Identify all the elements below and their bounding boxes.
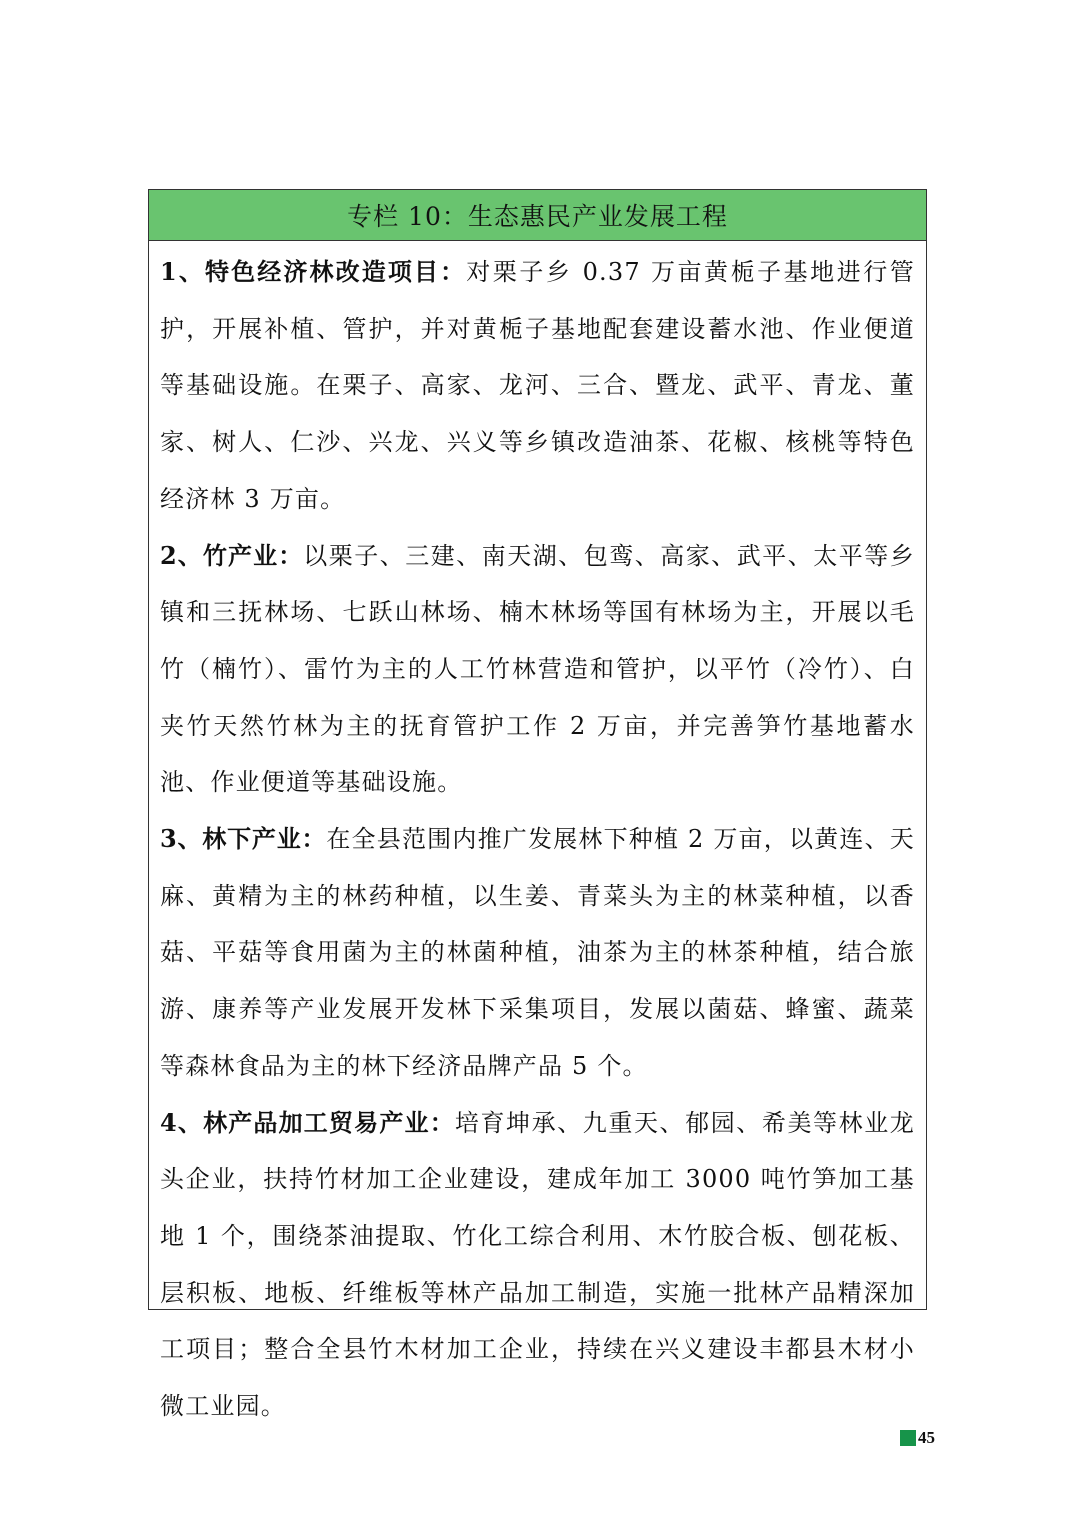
item-heading: 1、特色经济林改造项目： <box>160 257 467 286</box>
item-heading: 3、林下产业： <box>160 824 327 854</box>
item-heading: 2、竹产业： <box>160 540 304 570</box>
item-heading: 4、林产品加工贸易产业： <box>160 1107 455 1137</box>
panel-body <box>149 241 926 1435</box>
page-number-text: 45 <box>918 1428 935 1447</box>
page-marker-square <box>900 1430 916 1446</box>
panel-title: 专栏 10：生态惠民产业发展工程 <box>149 190 926 241</box>
page-number <box>900 1428 935 1448</box>
panel-item-1 <box>160 244 915 528</box>
item-text: 对栗子乡 0.37 万亩黄栀子基地进行管护，开展补植、管护，并对黄栀子基地配套建设蓄水池、作业便道等基础设施。在栗子、高家、龙河、三合、暨龙、武平、青龙、董家、树人、仁沙、兴龙、兴义等乡镇改造油茶、花椒、核桃等特色经济林 3 万亩。 <box>160 258 915 513</box>
feature-panel <box>148 189 927 1421</box>
item-text: 以栗子、三建、南天湖、包鸾、高家、武平、太平等乡镇和三抚林场、七跃山林场、楠木林场等国有林场为主，开展以毛竹（楠竹）、雷竹为主的人工竹林营造和管护，以平竹（冷竹）、白夹竹天然竹林为主的抚育管护工作 2 万亩，并完善笋竹基地蓄水池、作业便道等基础设施。 <box>160 541 915 797</box>
panel-item-4 <box>160 1095 915 1435</box>
panel-item-3 <box>160 811 915 1095</box>
item-text: 在全县范围内推广发展林下种植 2 万亩，以黄连、天麻、黄精为主的林药种植，以生姜、青菜头为主的林菜种植，以香菇、平菇等食用菌为主的林菌种植，油茶为主的林茶种植，结合旅游、康养等产业发展开发林下采集项目，发展以菌菇、蜂蜜、蔬菜等森林食品为主的林下经济品牌产品 5 个。 <box>160 825 915 1080</box>
panel-item-2 <box>160 528 915 812</box>
item-text: 培育坤承、九重天、郁园、希美等林业龙头企业，扶持竹材加工企业建设，建成年加工 3000 吨竹笋加工基地 1 个，围绕茶油提取、竹化工综合利用、木竹胶合板、刨花板、层积板、地板、纤维板等林产品加工制造，实施一批林产品精深加工项目；整合全县竹木材加工企业，持续在兴义建设丰都县木材小微工业园。 <box>160 1108 915 1421</box>
